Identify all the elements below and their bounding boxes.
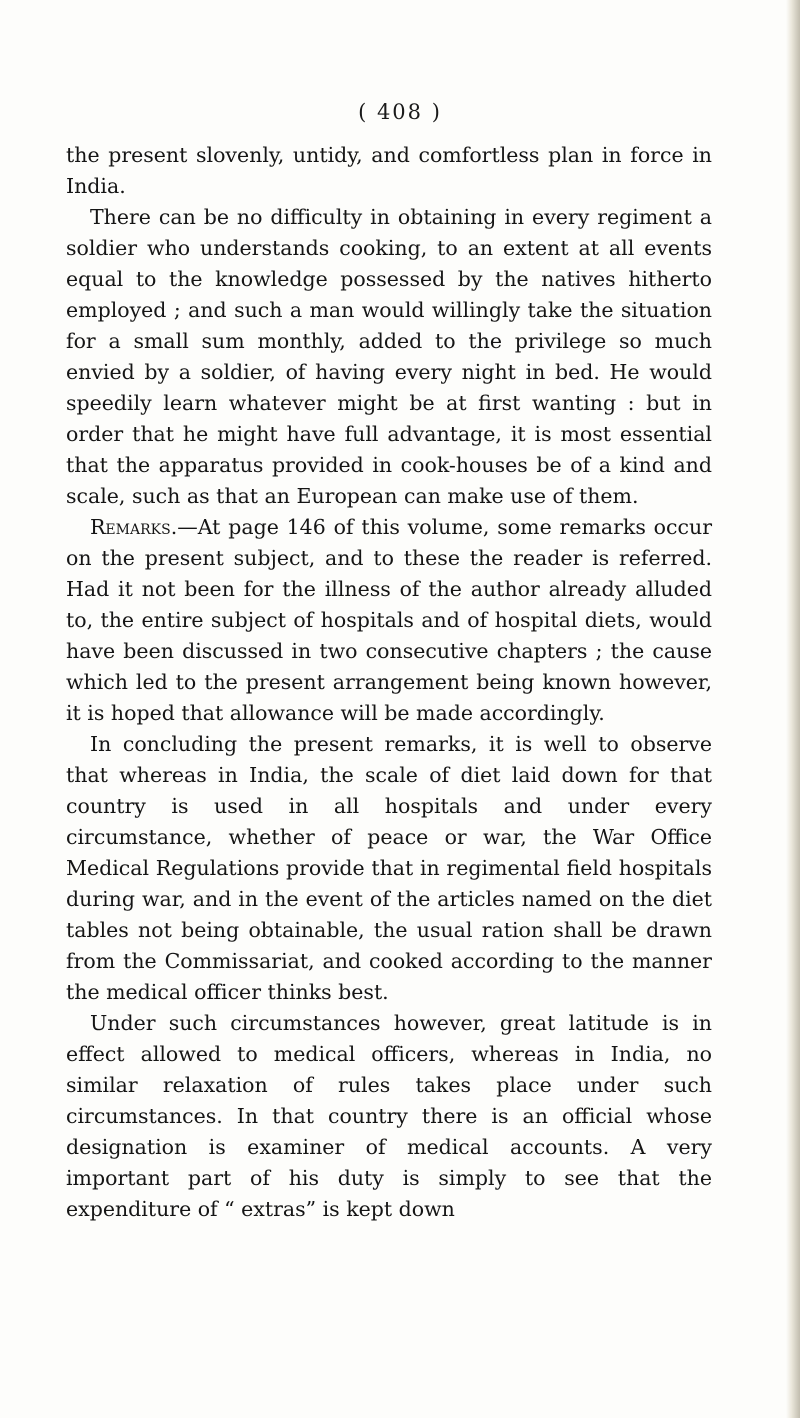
body-text xyxy=(66,140,712,1225)
paragraph-3-text: —At page 146 of this volume, some remarks occur on the present subject, and to these the reader is referred. Had it not been for the illness of the author already alluded to, the entire subject of hospitals and of hospital diets, would have been discussed in two consecutive chapters ; the cause which led to the present arrangement being known however, it is hoped that allowance will be made accordingly. xyxy=(66,515,712,725)
paragraph-3 xyxy=(66,512,712,729)
paragraph-1: the present slovenly, untidy, and comfortless plan in force in India. xyxy=(66,143,712,198)
page-edge-shadow xyxy=(786,0,800,1418)
paragraph-2: There can be no difficulty in obtaining in every regiment a soldier who understands cooking, to an extent at all events equal to the knowledge possessed by the natives hitherto employed ; and such a man would willingly take the situation for a small sum monthly, added to the privilege so much envied by a soldier, of having every night in bed. He would speedily learn whatever might be at first wanting : but in order that he might have full advantage, it is most essential that the apparatus provided in cook-houses be of a kind and scale, such as that an European can make use of them. xyxy=(66,205,712,508)
paragraph-4: In concluding the present remarks, it is well to observe that whereas in India, the scale of diet laid down for that country is used in all hospitals and under every circumstance, whether of peace or war, the War Office Medical Regulations provide that in regimental field hospitals during war, and in the event of the articles named on the diet tables not being obtainable, the usual ration shall be drawn from the Commissariat, and cooked according to the manner the medical officer thinks best. xyxy=(66,732,712,1004)
paragraph-5: Under such circumstances however, great latitude is in effect allowed to medical officers, whereas in India, no similar relaxation of rules takes place under such circumstances. In that country there is an official whose designation is examiner of medical accounts. A very important part of his duty is simply to see that the expenditure of “ extras” is kept down xyxy=(66,1011,712,1221)
page-number: ( 408 ) xyxy=(358,100,442,124)
remarks-heading: Remarks. xyxy=(90,515,178,539)
